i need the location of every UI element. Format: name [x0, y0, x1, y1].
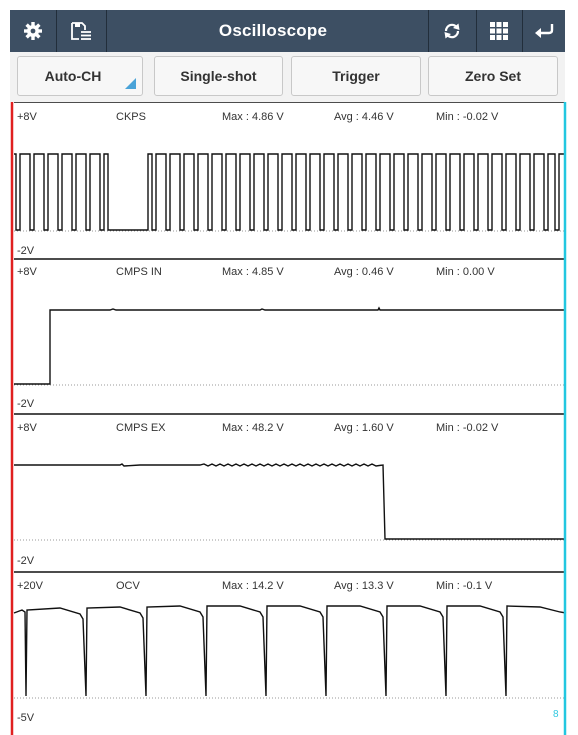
- ch1-name: CKPS: [116, 111, 146, 123]
- ch4-bottom-scale: -5V: [17, 712, 35, 724]
- ch2-avg: Avg : 0.46 V: [334, 266, 394, 278]
- ch3-max: Max : 48.2 V: [222, 422, 284, 434]
- ch3-top-scale: +8V: [17, 422, 37, 434]
- ch3-bottom-scale: -2V: [17, 555, 35, 567]
- gear-icon[interactable]: [10, 10, 56, 52]
- ch2-min: Min : 0.00 V: [436, 266, 495, 278]
- single-shot-label: Single-shot: [180, 68, 257, 84]
- ch4-top-scale: +20V: [17, 580, 43, 592]
- ch2-max: Max : 4.85 V: [222, 266, 284, 278]
- zero-set-label: Zero Set: [464, 68, 521, 84]
- ch2-name: CMPS IN: [116, 266, 162, 278]
- ch2-top-scale: +8V: [17, 266, 37, 278]
- auto-ch-label: Auto-CH: [44, 68, 102, 84]
- title-bar: [10, 10, 565, 52]
- dropdown-corner-icon: [125, 78, 136, 89]
- ch1-bottom-scale: -2V: [17, 245, 35, 257]
- trigger-label: Trigger: [332, 68, 380, 84]
- button-bar: [10, 52, 565, 102]
- ch4-min: Min : -0.1 V: [436, 580, 493, 592]
- ch3-avg: Avg : 1.60 V: [334, 422, 394, 434]
- ch3-name: CMPS EX: [116, 422, 166, 434]
- single-shot-button[interactable]: [154, 56, 283, 96]
- ch1-min: Min : -0.02 V: [436, 111, 499, 123]
- ch1-max: Max : 4.86 V: [222, 111, 284, 123]
- ch1-avg: Avg : 4.46 V: [334, 111, 394, 123]
- refresh-icon[interactable]: [429, 10, 475, 52]
- ch4-max: Max : 14.2 V: [222, 580, 284, 592]
- ch3-min: Min : -0.02 V: [436, 422, 499, 434]
- grid-icon[interactable]: [477, 10, 521, 52]
- ch1-top-scale: +8V: [17, 111, 37, 123]
- zero-set-button[interactable]: [428, 56, 558, 96]
- save-list-icon[interactable]: [57, 10, 105, 52]
- page-title: Oscilloscope: [218, 21, 328, 40]
- corner-number: 8: [553, 709, 559, 720]
- scope-display[interactable]: [0, 102, 578, 735]
- trigger-button[interactable]: [291, 56, 421, 96]
- ch2-bottom-scale: -2V: [17, 398, 35, 410]
- ch4-avg: Avg : 13.3 V: [334, 580, 394, 592]
- auto-ch-button[interactable]: [17, 56, 143, 96]
- back-icon[interactable]: [523, 10, 565, 52]
- ch4-name: OCV: [116, 580, 140, 592]
